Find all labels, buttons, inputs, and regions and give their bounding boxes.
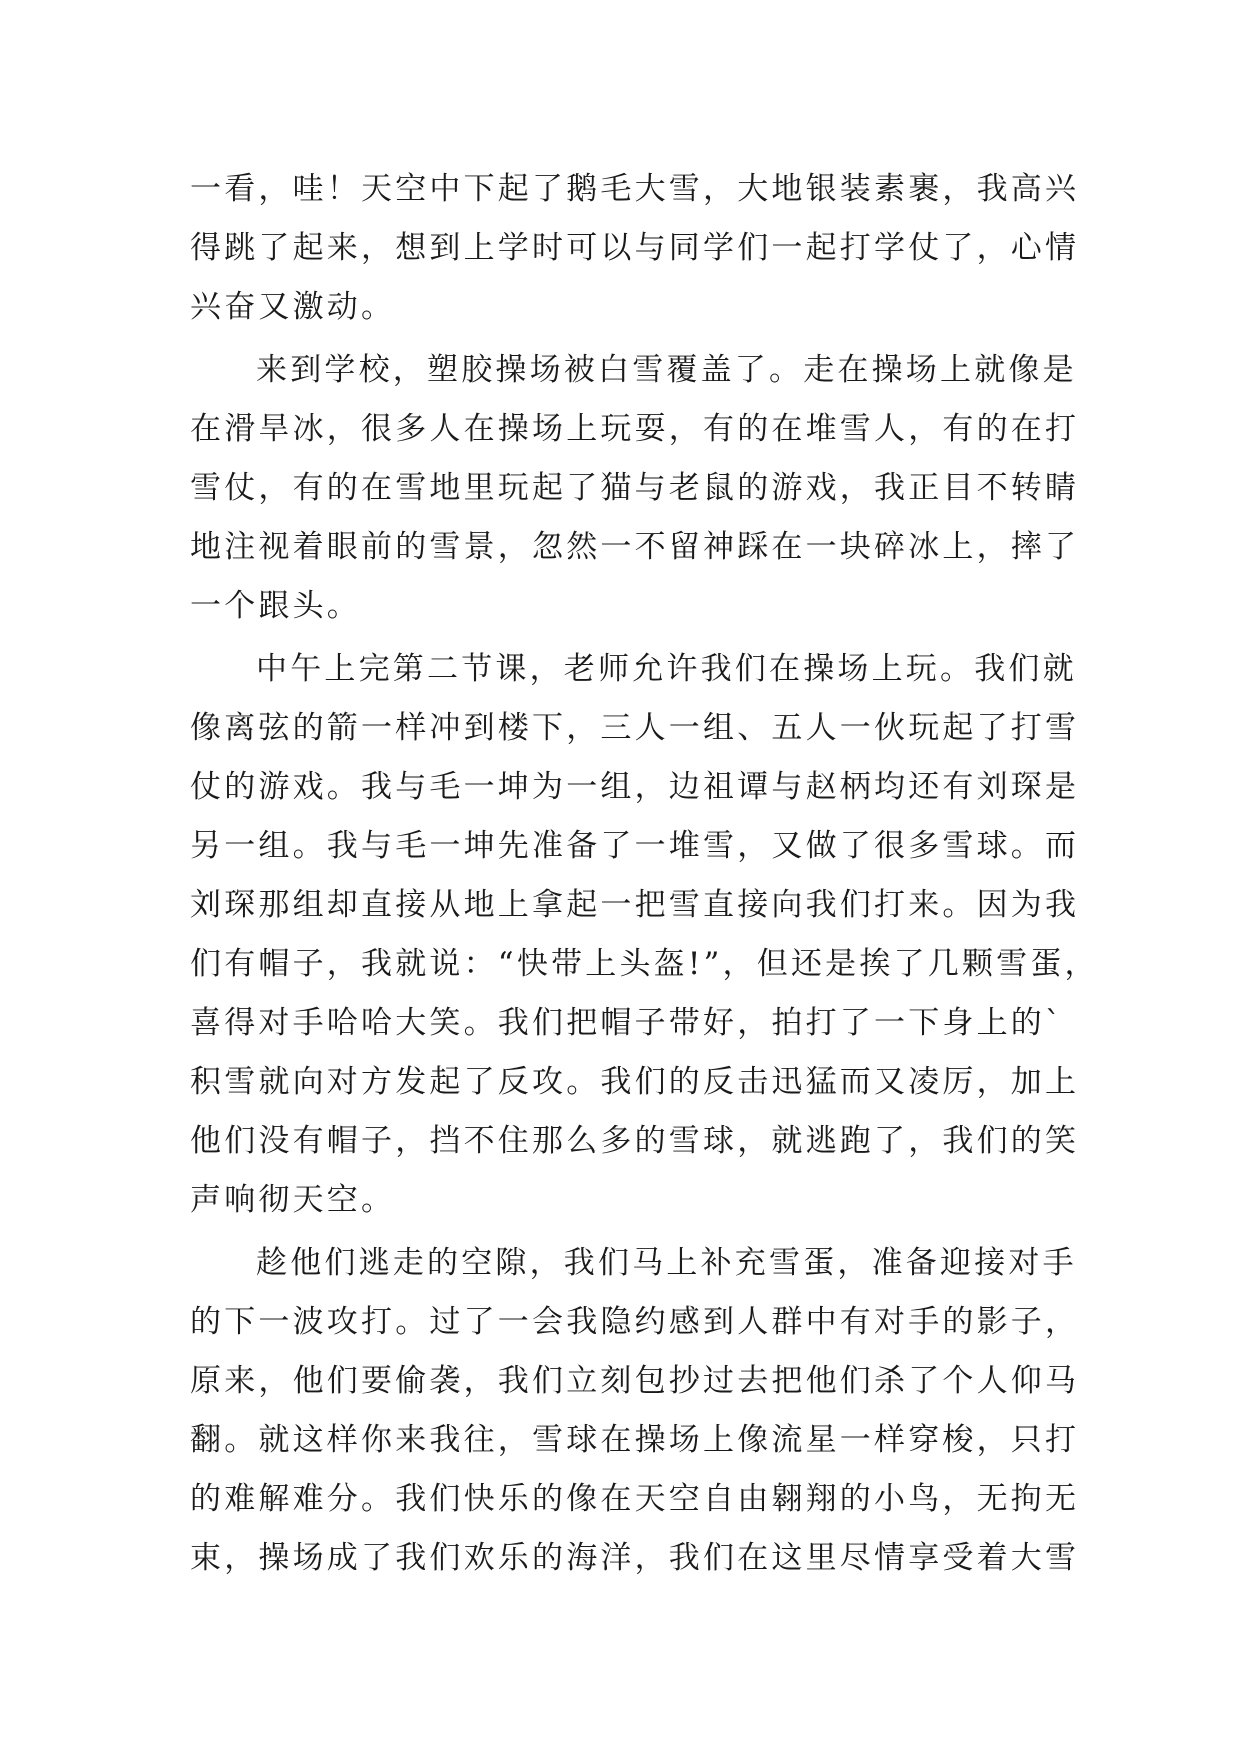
- text-line: 兴奋又激动。: [190, 289, 396, 325]
- text-line: 趁他们逃走的空隙，我们马上补充雪蛋，准备迎接对手: [256, 1245, 1077, 1281]
- paragraph: [190, 341, 1080, 636]
- text-line: 们有帽子，我就说：“快带上头盔!”，但还是挨了几颗雪蛋，: [190, 946, 1099, 982]
- text-line: 的难解难分。我们快乐的像在天空自由翱翔的小鸟，无拘无: [190, 1481, 1080, 1517]
- text-line: 声响彻天空。: [190, 1182, 396, 1218]
- text-line: 原来，他们要偷袭，我们立刻包抄过去把他们杀了个人仰马: [190, 1363, 1080, 1399]
- text-line: 他们没有帽子，挡不住那么多的雪球，就逃跑了，我们的笑: [190, 1123, 1080, 1159]
- text-line: 地注视着眼前的雪景，忽然一不留神踩在一块碎冰上，摔了: [190, 529, 1080, 565]
- text-line: 一看，哇！天空中下起了鹅毛大雪，大地银装素裹，我高兴: [190, 171, 1080, 207]
- text-line: 积雪就向对方发起了反攻。我们的反击迅猛而又凌厉，加上: [190, 1064, 1080, 1100]
- text-line: 翻。就这样你来我往，雪球在操场上像流星一样穿梭，只打: [190, 1422, 1080, 1458]
- paragraph: [190, 1234, 1080, 1588]
- paragraph: [190, 640, 1099, 1230]
- text-line: 雪仗，有的在雪地里玩起了猫与老鼠的游戏，我正目不转睛: [190, 470, 1080, 506]
- text-line: 一个跟头。: [190, 588, 361, 624]
- text-line: 的下一波攻打。过了一会我隐约感到人群中有对手的影子，: [190, 1304, 1080, 1340]
- text-line: 像离弦的箭一样冲到楼下，三人一组、五人一伙玩起了打雪: [190, 710, 1080, 746]
- text-line: 来到学校，塑胶操场被白雪覆盖了。走在操场上就像是: [256, 352, 1077, 388]
- paragraph: [190, 160, 1080, 337]
- text-line: 另一组。我与毛一坤先准备了一堆雪，又做了很多雪球。而: [190, 828, 1080, 864]
- text-line: 在滑旱冰，很多人在操场上玩耍，有的在堆雪人，有的在打: [190, 411, 1080, 447]
- text-line: 仗的游戏。我与毛一坤为一组，边祖谭与赵柄均还有刘琛是: [190, 769, 1080, 805]
- text-line: 喜得对手哈哈大笑。我们把帽子带好，拍打了一下身上的`: [190, 1005, 1064, 1041]
- text-line: 束，操场成了我们欢乐的海洋，我们在这里尽情享受着大雪: [190, 1540, 1080, 1576]
- text-line: 刘琛那组却直接从地上拿起一把雪直接向我们打来。因为我: [190, 887, 1080, 923]
- text-line: 中午上完第二节课，老师允许我们在操场上玩。我们就: [256, 651, 1077, 687]
- text-line: 得跳了起来，想到上学时可以与同学们一起打学仗了，心情: [190, 230, 1080, 266]
- essay-body: [190, 160, 1099, 1588]
